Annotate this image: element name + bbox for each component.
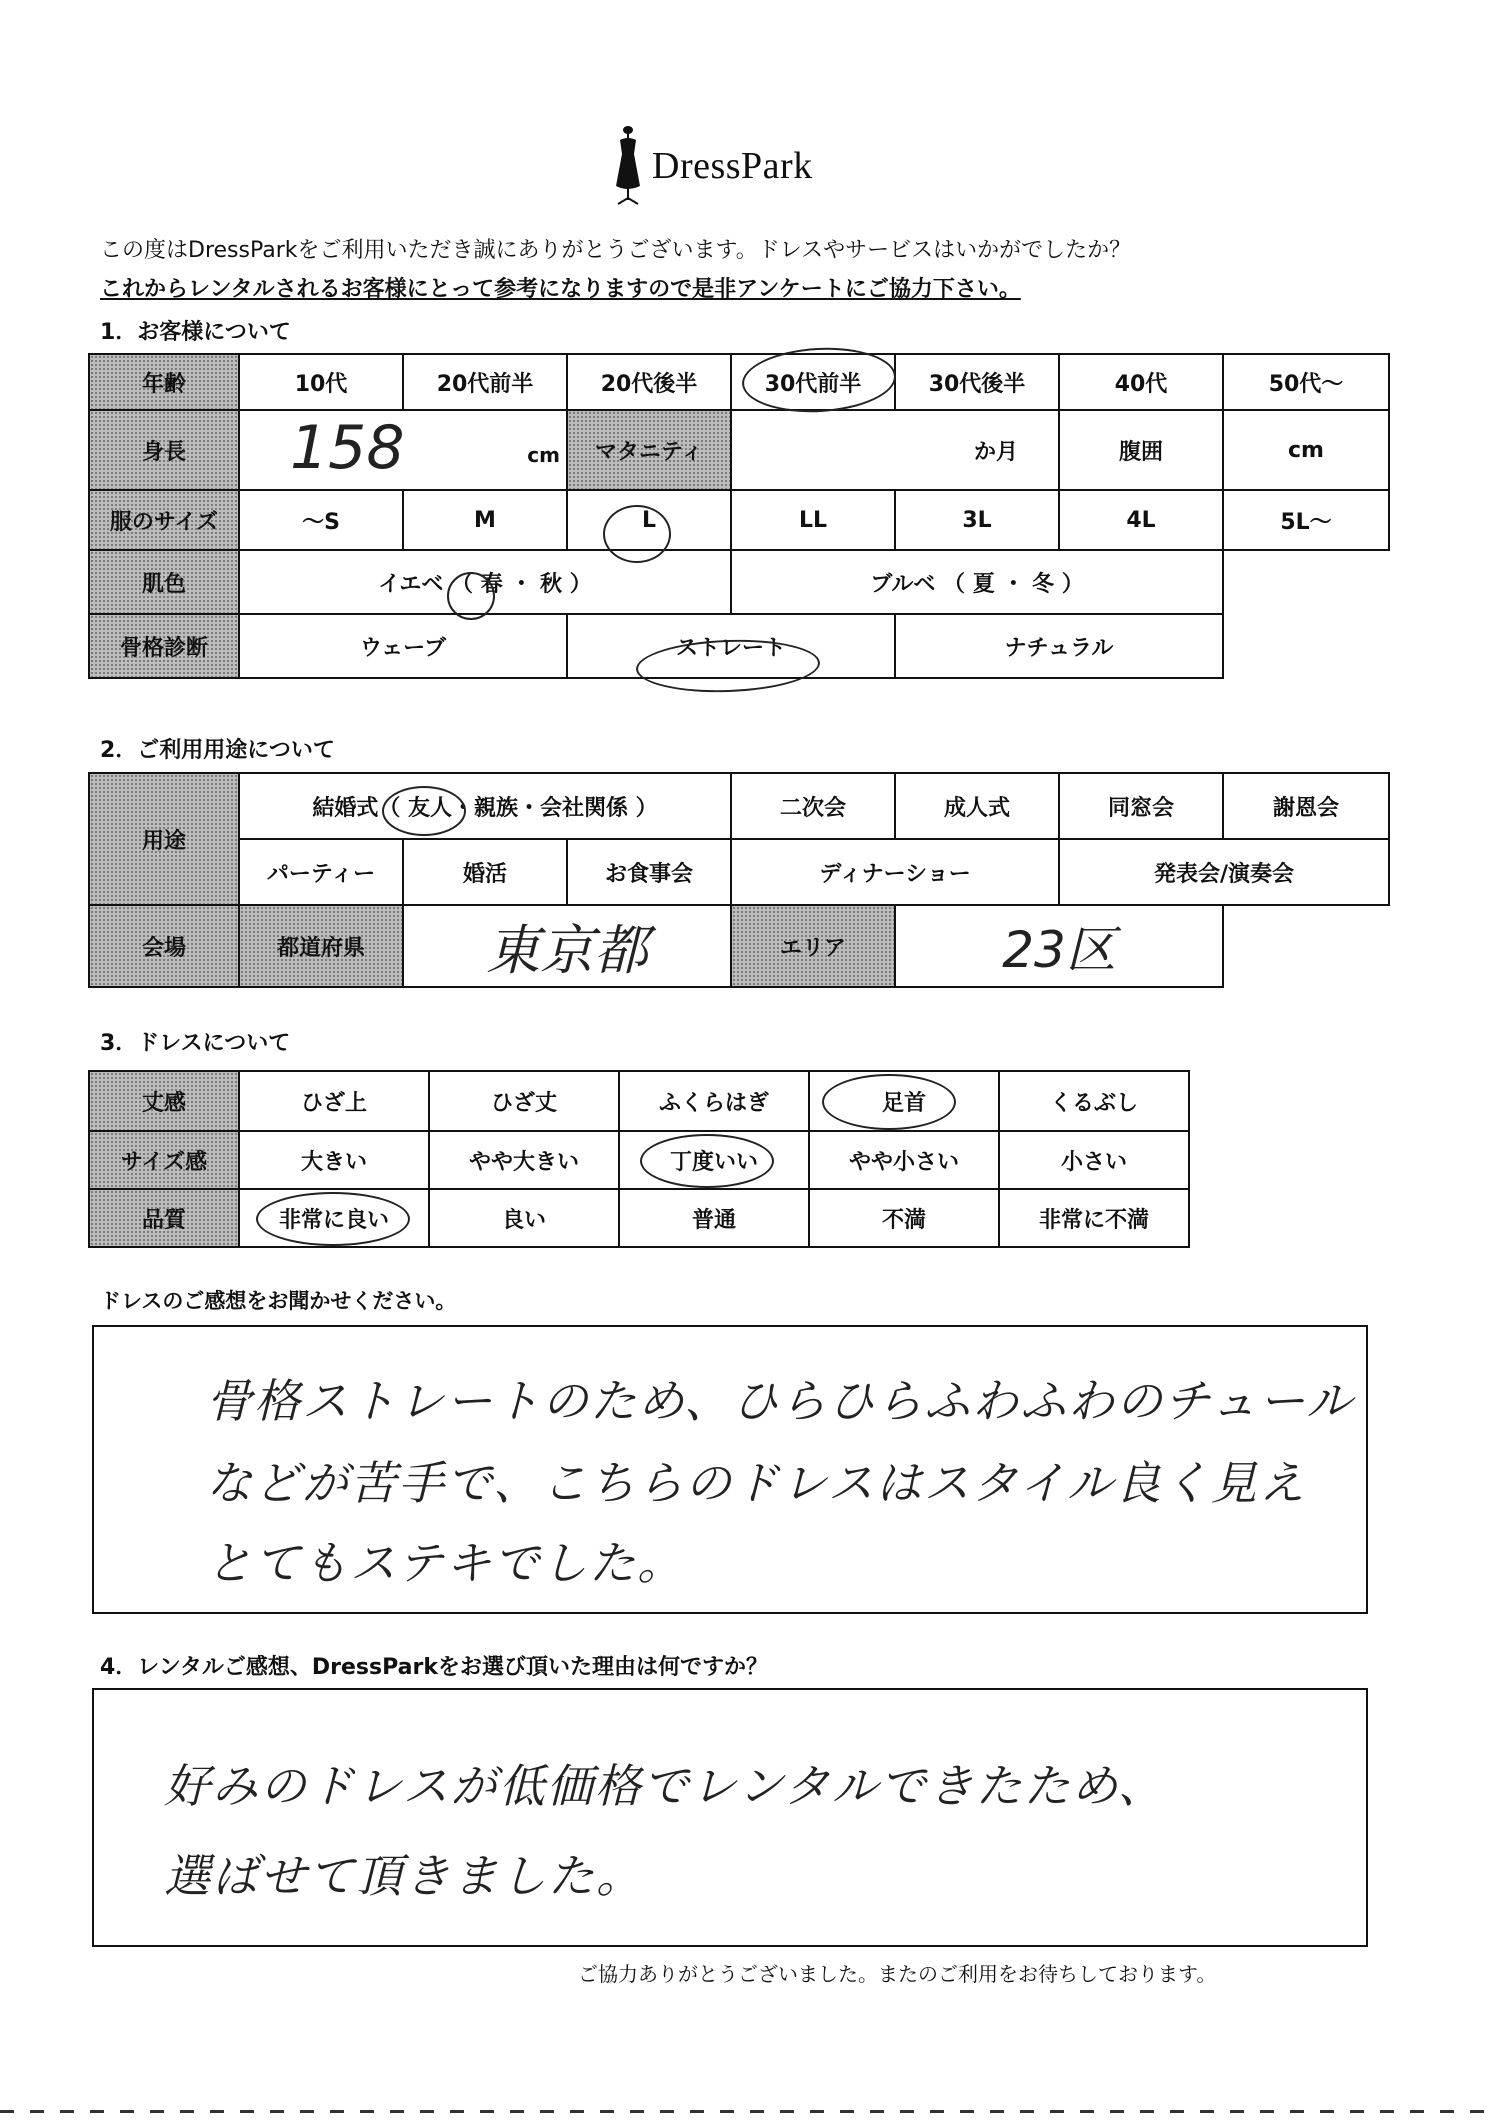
- customer-table: [88, 353, 1390, 679]
- rental-comment-line: 選ばせて頂きました。: [164, 1849, 644, 1903]
- height-label: 身長: [89, 410, 239, 490]
- rental-comment-line: 好みのドレスが低価格でレンタルできたため、: [164, 1759, 1166, 1813]
- dress-comment-prompt: ドレスのご感想をお聞かせください。: [100, 1289, 457, 1313]
- usage-option[interactable]: お食事会: [567, 839, 731, 905]
- length-option[interactable]: ひざ丈: [429, 1071, 619, 1131]
- venue-label: 会場: [89, 905, 239, 987]
- brand-name: DressPark: [652, 145, 813, 187]
- prefecture-field[interactable]: [403, 905, 731, 987]
- area-label: エリア: [731, 905, 895, 987]
- fit-option-selected[interactable]: 丁度いい: [619, 1131, 809, 1189]
- height-field[interactable]: [239, 410, 567, 490]
- bone-label: 骨格診断: [89, 614, 239, 678]
- dress-table: [88, 1070, 1190, 1248]
- length-label: 丈感: [89, 1071, 239, 1131]
- usage-option[interactable]: 同窓会: [1059, 773, 1223, 839]
- size-option[interactable]: ～S: [239, 490, 403, 550]
- maternity-label: マタニティ: [567, 410, 731, 490]
- wedding-option[interactable]: 結婚式（ 友人・親族・会社関係 ）: [239, 773, 731, 839]
- usage-label: 用途: [89, 773, 239, 905]
- quality-option[interactable]: 普通: [619, 1189, 809, 1247]
- fit-option[interactable]: やや小さい: [809, 1131, 999, 1189]
- quality-option[interactable]: 不満: [809, 1189, 999, 1247]
- usage-option[interactable]: 成人式: [895, 773, 1059, 839]
- usage-table: [88, 772, 1390, 988]
- size-option[interactable]: 5L～: [1223, 490, 1389, 550]
- waist-label: 腹囲: [1059, 410, 1223, 490]
- dress-comment-box[interactable]: [92, 1325, 1368, 1614]
- area-field[interactable]: [895, 905, 1223, 987]
- fit-option[interactable]: やや大きい: [429, 1131, 619, 1189]
- length-option[interactable]: ふくらはぎ: [619, 1071, 809, 1131]
- empty-cell: [1223, 614, 1389, 678]
- maternity-months[interactable]: か月: [731, 410, 1059, 490]
- prefecture-value: 東京都: [486, 918, 649, 982]
- skin-blue-option[interactable]: ブルベ （ 夏 ・ 冬 ）: [731, 550, 1223, 614]
- quality-option[interactable]: 非常に不満: [999, 1189, 1189, 1247]
- dress-comment-line: とてもステキでした。: [206, 1536, 686, 1590]
- section3-title: 3．ドレスについて: [100, 1031, 291, 1056]
- quality-option[interactable]: 良い: [429, 1189, 619, 1247]
- quality-label: 品質: [89, 1189, 239, 1247]
- size-option[interactable]: 3L: [895, 490, 1059, 550]
- waist-unit[interactable]: cm: [1223, 410, 1389, 490]
- age-label: 年齢: [89, 354, 239, 410]
- usage-option[interactable]: パーティー: [239, 839, 403, 905]
- empty-cell: [1223, 905, 1389, 987]
- length-option[interactable]: くるぶし: [999, 1071, 1189, 1131]
- height-unit: cm: [527, 443, 560, 467]
- age-option[interactable]: 20代前半: [403, 354, 567, 410]
- fit-option[interactable]: 大きい: [239, 1131, 429, 1189]
- section4-title: 4．レンタルご感想、DressParkをお選び頂いた理由は何ですか？: [100, 1655, 768, 1680]
- age-option[interactable]: 30代後半: [895, 354, 1059, 410]
- skin-yellow-option[interactable]: イエベ （ 春 ・ 秋 ）: [239, 550, 731, 614]
- usage-option[interactable]: 発表会/演奏会: [1059, 839, 1389, 905]
- quality-option-selected[interactable]: 非常に良い: [239, 1189, 429, 1247]
- fit-label: サイズ感: [89, 1131, 239, 1189]
- age-option[interactable]: 10代: [239, 354, 403, 410]
- intro-text: この度はDressParkをご利用いただき誠にありがとうございます。ドレスやサービスはいかがでしたか？: [100, 238, 1132, 263]
- dresspark-logo: [600, 120, 860, 210]
- prefecture-label: 都道府県: [239, 905, 403, 987]
- age-option[interactable]: 20代後半: [567, 354, 731, 410]
- section1-title: 1．お客様について: [100, 320, 291, 345]
- usage-option[interactable]: 謝恩会: [1223, 773, 1389, 839]
- size-option[interactable]: LL: [731, 490, 895, 550]
- size-option-selected[interactable]: L: [567, 490, 731, 550]
- size-option[interactable]: M: [403, 490, 567, 550]
- intro-request: これからレンタルされるお客様にとって参考になりますので是非アンケートにご協力下さい。: [100, 277, 1021, 302]
- bone-option-selected[interactable]: ストレート: [567, 614, 895, 678]
- dress-comment-line: 骨格ストレートのため、ひらひらふわふわのチュール: [206, 1374, 1354, 1428]
- usage-option[interactable]: ディナーショー: [731, 839, 1059, 905]
- dress-mannequin-icon: [608, 122, 648, 208]
- rental-comment-box[interactable]: [92, 1688, 1368, 1947]
- empty-cell: [1223, 550, 1389, 614]
- dress-comment-line: などが苦手で、こちらのドレスはスタイル良く見え: [206, 1456, 1307, 1510]
- usage-option[interactable]: 婚活: [403, 839, 567, 905]
- usage-option[interactable]: 二次会: [731, 773, 895, 839]
- scan-edge: [0, 2110, 1500, 2113]
- length-option-selected[interactable]: 足首: [809, 1071, 999, 1131]
- bone-option[interactable]: ナチュラル: [895, 614, 1223, 678]
- age-option[interactable]: 50代～: [1223, 354, 1389, 410]
- bone-option[interactable]: ウェーブ: [239, 614, 567, 678]
- footer-thanks: ご協力ありがとうございました。またのご利用をお待ちしております。: [578, 1962, 1217, 1986]
- section2-title: 2．ご利用用途について: [100, 738, 335, 763]
- area-value: 23区: [1002, 921, 1116, 979]
- fit-option[interactable]: 小さい: [999, 1131, 1189, 1189]
- size-label: 服のサイズ: [89, 490, 239, 550]
- age-option[interactable]: 40代: [1059, 354, 1223, 410]
- skin-label: 肌色: [89, 550, 239, 614]
- length-option[interactable]: ひざ上: [239, 1071, 429, 1131]
- size-option[interactable]: 4L: [1059, 490, 1223, 550]
- age-option-selected[interactable]: 30代前半: [731, 354, 895, 410]
- height-value: 158: [290, 413, 405, 483]
